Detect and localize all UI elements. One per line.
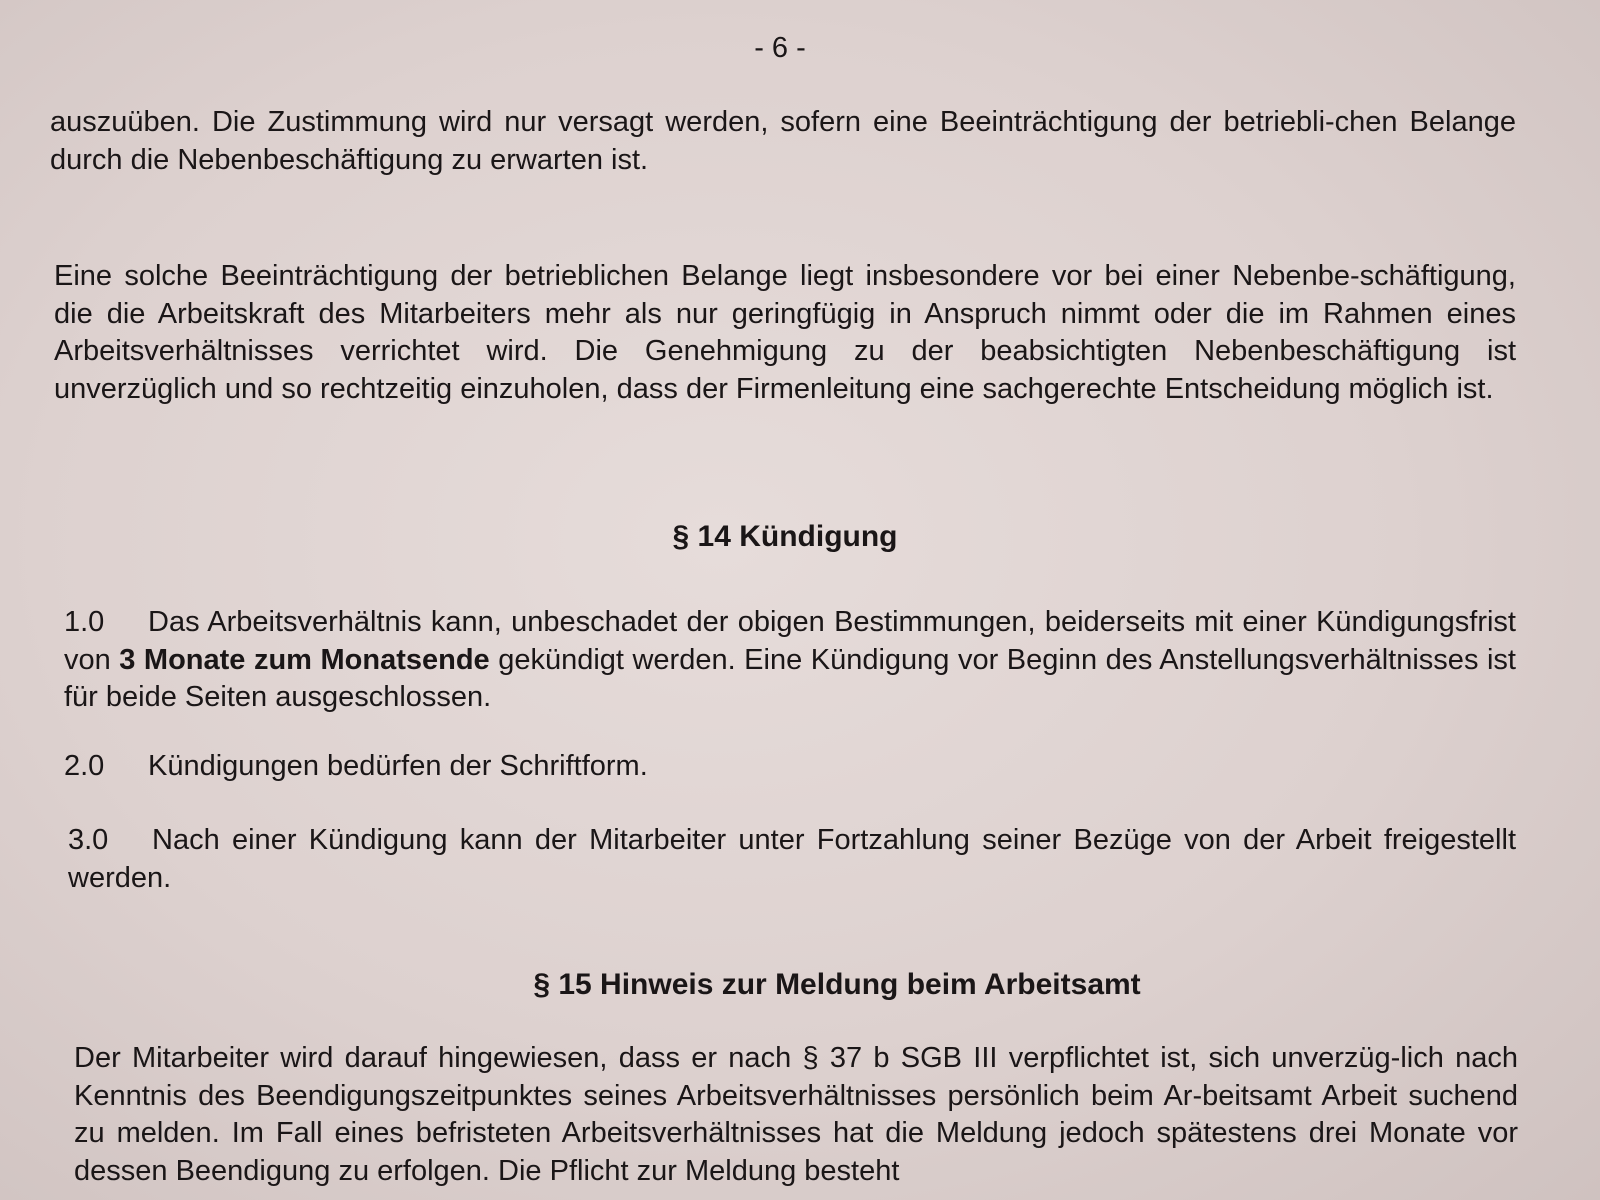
impairment-paragraph: Eine solche Beeinträchtigung der betrieblichen Belange liegt insbesondere vor bei einer Nebenbe-schäftigung, die die Arbeitskraft des Mitarbeiters mehr als nur geringfügig in Anspruch nimmt oder die im Rahmen eines Arbeitsverhältnisses verrichtet wird. Die Genehmigung zu der beabsichtigten Nebenbeschäftigung ist unverzüglich und so rechtzeitig einzuholen, dass der Firmenleitung eine sachgerechte Entscheidung möglich ist.	[54, 260, 1516, 405]
page-number: - 6 -	[754, 32, 806, 64]
section-14-heading: § 14 Kündigung	[672, 520, 898, 553]
section-15-paragraph: Der Mitarbeiter wird darauf hingewiesen, dass er nach § 37 b SGB III verpflichtet ist, sich unverzüg-lich nach Kenntnis des Beendigungszeitpunktes seines Arbeitsverhältnisses persönlich beim Ar-beitsamt Arbeit suchend zu melden. Im Fall eines befristeten Arbeitsverhältnisses hat die Meldung jedoch spätestens drei Monate vor dessen Beendigung zu erfolgen. Die Pflicht zur Meldung besteht	[74, 1042, 1518, 1187]
clause-text: Kündigungen bedürfen der Schriftform.	[148, 750, 648, 782]
clause-number: 1.0	[64, 606, 105, 638]
clause-1	[64, 604, 1516, 717]
clause-number: 2.0	[64, 750, 105, 782]
section-15-heading: § 15 Hinweis zur Meldung beim Arbeitsamt	[533, 968, 1141, 1001]
intro-paragraph: auszuüben. Die Zustimmung wird nur versagt werden, sofern eine Beeinträchtigung der betriebli-chen Belange durch die Nebenbeschäftigung zu erwarten ist.	[50, 106, 1516, 176]
clause-text: Nach einer Kündigung kann der Mitarbeiter unter Fortzahlung seiner Bezüge von der Arbeit freigestellt werden.	[68, 824, 1516, 894]
clause-text: Das Arbeitsverhältnis kann, unbeschadet der obigen Bestimmungen, beiderseits mit einer Kündigungsfrist von	[64, 606, 1516, 676]
clause-text-continued: gekündigt werden. Eine Kündigung vor Beginn des Anstellungsverhältnisses ist für beide Seiten ausgeschlossen.	[64, 643, 1516, 713]
clause-2	[64, 748, 1516, 786]
clause-number: 3.0	[68, 824, 109, 856]
notice-period-bold: 3 Monate zum Monatsende	[119, 643, 490, 676]
clause-3	[68, 822, 1516, 897]
